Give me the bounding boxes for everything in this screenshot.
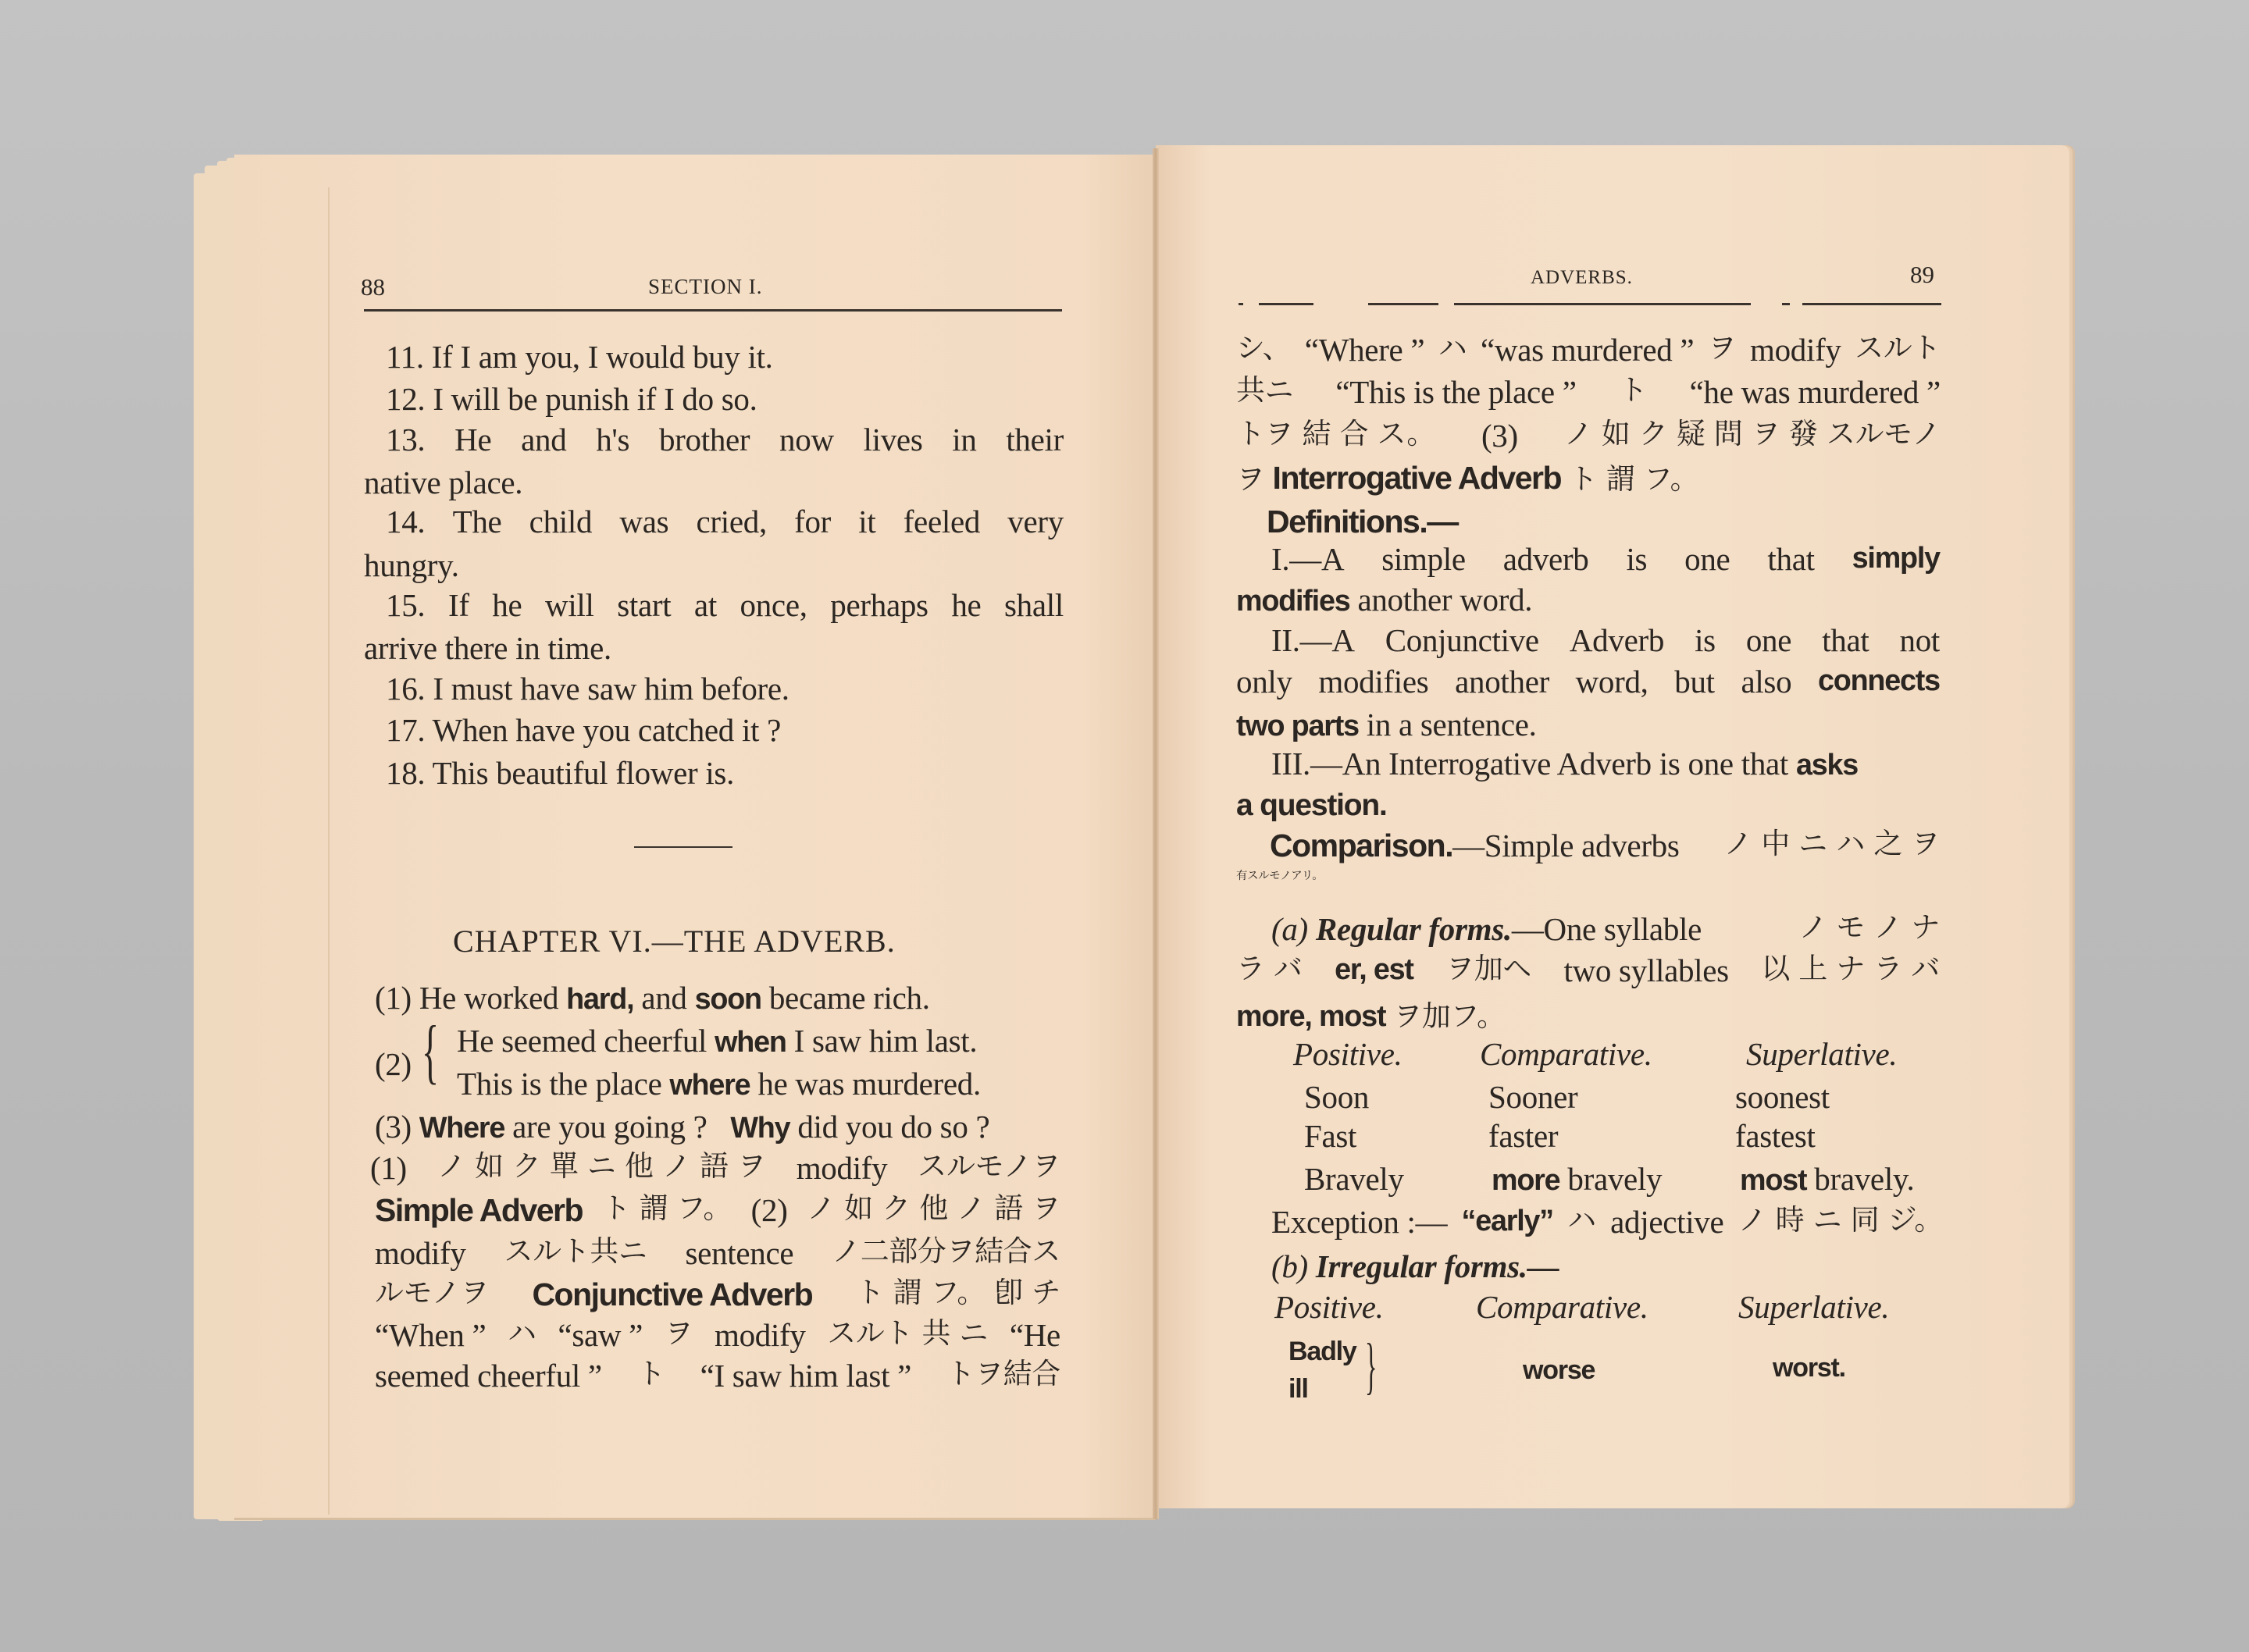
- text: sentence: [685, 1235, 794, 1271]
- word: now: [779, 422, 834, 458]
- word: perhaps: [830, 587, 928, 623]
- exercise-17: [386, 714, 781, 746]
- table-header: Positive.: [1274, 1289, 1384, 1325]
- japanese-text: ヲ加ヘ: [1445, 952, 1532, 985]
- japanese-text: スルモノヲ: [918, 1149, 1060, 1183]
- header-rule: [1782, 303, 1790, 305]
- table-cell: Sooner: [1488, 1079, 1578, 1115]
- japanese-text: ルモノヲ: [375, 1276, 489, 1309]
- japanese-text: ノ二部分ヲ結合ス: [832, 1234, 1060, 1268]
- text: seemed cheerful ”: [375, 1358, 602, 1394]
- japanese-text: トヲ 結 合 ス。: [1236, 417, 1435, 450]
- exercise-text: This beautiful flower is.: [432, 755, 735, 791]
- word: Adverb: [1569, 622, 1665, 658]
- brace-icon: }: [1365, 1332, 1378, 1401]
- table-header: Positive.: [1293, 1036, 1403, 1072]
- example-text: This is the place: [457, 1066, 670, 1102]
- word: brother: [658, 422, 750, 458]
- exercise-number: 11.: [386, 339, 424, 375]
- comparison-line-2: 有スルモノアリ。: [1236, 870, 1324, 882]
- exercise-text: If I am you, I would buy it.: [431, 339, 773, 375]
- adverb-highlight: Where: [419, 1111, 505, 1144]
- book-gutter: [1153, 148, 1159, 1519]
- exercise-number: 14.: [386, 504, 426, 539]
- table-cell: faster: [1488, 1118, 1559, 1154]
- word: I.—A: [1271, 541, 1345, 577]
- exercise-text: When have you catched it ?: [432, 712, 781, 748]
- running-head: SECTION I.: [648, 275, 763, 298]
- word: start: [617, 587, 672, 623]
- example-3: [375, 1111, 989, 1143]
- table-cell: soonest: [1735, 1079, 1830, 1115]
- irregular-forms-title: Irregular forms.—: [1315, 1248, 1559, 1284]
- running-head: ADVERBS.: [1531, 267, 1633, 288]
- word: at: [693, 587, 717, 623]
- japanese-text: ヲ: [1236, 462, 1265, 496]
- regular-forms-line: [1271, 910, 1940, 947]
- label: (a): [1271, 911, 1308, 947]
- keyword: more, most: [1236, 999, 1386, 1032]
- word: II.—A: [1271, 622, 1355, 658]
- exercise-11: [386, 341, 773, 373]
- example-text: are you going ?: [504, 1109, 707, 1145]
- text: (1): [370, 1150, 407, 1186]
- exercise-text: I will be punish if I do so.: [433, 381, 757, 417]
- comparison-heading: Comparison.: [1270, 828, 1453, 863]
- text: Exception :—: [1271, 1204, 1448, 1240]
- definition-2: [1271, 622, 1940, 658]
- text: “When ”: [375, 1317, 487, 1353]
- brace-icon: {: [422, 1011, 440, 1091]
- exercise-number: 15.: [386, 587, 426, 623]
- japanese-text: スルト 共 ニ: [827, 1316, 989, 1350]
- example-text: became rich.: [761, 980, 930, 1016]
- japanese-text: スルト共ニ: [504, 1234, 647, 1268]
- exercise-18: [386, 757, 734, 789]
- exercise-14-continued: hungry.: [364, 547, 459, 583]
- adverb-highlight: where: [669, 1068, 750, 1101]
- text: “I saw him last ”: [700, 1358, 912, 1394]
- text: “he was murdered ”: [1689, 374, 1941, 410]
- comparison-line: [1270, 827, 1940, 863]
- example-label: (3): [375, 1109, 412, 1145]
- japanese-text: ノ 時 ニ 同 ジ。: [1738, 1203, 1943, 1237]
- word: The: [452, 504, 502, 539]
- example-2-label: (2): [375, 1046, 412, 1082]
- word: lives: [863, 422, 923, 458]
- keyword: two parts: [1236, 709, 1359, 742]
- text: —Simple adverbs: [1452, 828, 1680, 863]
- word: shall: [1004, 587, 1064, 623]
- word: and: [521, 422, 567, 458]
- word: is: [1626, 541, 1648, 577]
- japanese-text: シ、: [1236, 331, 1292, 365]
- word: modifies: [1318, 664, 1429, 700]
- exception-line: [1271, 1203, 1943, 1240]
- text: “This is the place ”: [1335, 374, 1577, 410]
- keyword: more: [1492, 1163, 1560, 1196]
- page-number: 89: [1910, 261, 1934, 288]
- header-rule: [1239, 303, 1243, 305]
- text: another word.: [1349, 582, 1533, 618]
- word: once,: [740, 587, 807, 623]
- japanese-text: ヲ: [1707, 331, 1737, 365]
- text: —One syllable: [1511, 911, 1702, 947]
- text: “Where ”: [1304, 332, 1425, 368]
- word: feeled: [903, 504, 981, 539]
- keyword: “early”: [1461, 1204, 1553, 1237]
- term-interrogative-adverb: Interrogative Adverb: [1272, 460, 1562, 496]
- word: simple: [1381, 541, 1466, 577]
- header-rule: [364, 309, 1062, 312]
- example-2a: [457, 1025, 977, 1057]
- keyword: most: [1740, 1163, 1807, 1196]
- definition-1: [1271, 543, 1940, 575]
- label: (b): [1271, 1248, 1308, 1284]
- word: in: [952, 422, 977, 458]
- exercise-15-continued: arrive there in time.: [364, 630, 611, 666]
- example-text: did you do so ?: [789, 1109, 990, 1145]
- adverb-highlight: hard,: [566, 982, 634, 1015]
- example-text: He seemed cheerful: [457, 1023, 715, 1059]
- word: one: [1684, 541, 1730, 577]
- exercise-13-continued: native place.: [364, 465, 523, 500]
- table-header: Superlative.: [1746, 1036, 1898, 1072]
- japanese-text: ハ: [1438, 331, 1467, 365]
- exercise-number: 18.: [386, 755, 426, 791]
- japanese-text: ノ 如 ク 疑 問 ヲ 發 スルモノ: [1563, 417, 1941, 450]
- regular-forms-line-2: [1236, 952, 1940, 988]
- keyword: modifies: [1236, 584, 1350, 617]
- word: it: [858, 504, 876, 539]
- example-text: he was murdered.: [750, 1066, 981, 1102]
- table-cell: Bravely: [1304, 1161, 1404, 1197]
- definition-2-line-2: [1236, 666, 1940, 698]
- text: “He: [1009, 1317, 1060, 1353]
- word: another: [1455, 664, 1549, 700]
- definition-3: [1271, 748, 1858, 780]
- text: (2): [750, 1192, 788, 1228]
- japanese-text: 共ニ: [1236, 373, 1294, 407]
- japanese-text: ノ モ ノ ナ: [1798, 910, 1940, 944]
- text: “was murdered ”: [1481, 332, 1695, 368]
- header-rule: [1259, 303, 1313, 305]
- example-2b: [457, 1068, 981, 1100]
- japanese-text: ラ バ: [1236, 952, 1303, 985]
- keyword: asks: [1795, 748, 1859, 781]
- japanese-text: 以 上 ナ ラ バ: [1761, 952, 1940, 985]
- exercise-12: [386, 383, 757, 415]
- word: very: [1007, 504, 1064, 539]
- example-1: [375, 982, 930, 1014]
- explanation-line-6: [375, 1357, 1060, 1394]
- japanese-text: ト: [1618, 373, 1648, 407]
- word: h's: [596, 422, 630, 458]
- word: will: [545, 587, 594, 623]
- word: not: [1899, 622, 1940, 658]
- table-cell: ill: [1288, 1374, 1308, 1404]
- japanese-text: ノ 如 ク 單 ニ 他 ノ 語 ヲ: [437, 1149, 766, 1183]
- text: modify: [1750, 332, 1841, 368]
- adverb-highlight: soon: [694, 982, 761, 1015]
- continuation-line-2: [1236, 373, 1941, 410]
- section-divider: [634, 846, 732, 848]
- word: he: [951, 587, 982, 623]
- text: modify: [375, 1235, 466, 1271]
- table-cell: worst.: [1773, 1353, 1845, 1383]
- exercise-text: I must have saw him before.: [433, 671, 789, 707]
- definition-2-line-3: [1236, 709, 1537, 741]
- exercise-number: 13.: [386, 422, 426, 458]
- exercise-number: 12.: [386, 381, 426, 417]
- table-cell: more bravely: [1492, 1161, 1663, 1197]
- table-header: Comparative.: [1480, 1036, 1652, 1072]
- word: Conjunctive: [1385, 622, 1539, 658]
- japanese-text: ヲ: [664, 1316, 693, 1350]
- exercise-number: 16.: [386, 671, 426, 707]
- chapter-title: CHAPTER VI.—THE ADVERB.: [453, 924, 896, 959]
- text: in a sentence.: [1358, 707, 1537, 742]
- table-cell: fastest: [1735, 1118, 1816, 1154]
- table-cell: Soon: [1304, 1079, 1370, 1115]
- japanese-text: ヲ加フ。: [1393, 999, 1506, 1033]
- word: he: [492, 587, 522, 623]
- header-rule: [1368, 303, 1438, 305]
- word: for: [794, 504, 832, 539]
- text: (3): [1481, 418, 1518, 454]
- continuation-line-3: [1236, 417, 1941, 454]
- irregular-forms-heading: [1271, 1248, 1559, 1284]
- word: only: [1236, 664, 1292, 700]
- japanese-text: ト 謂 フ。: [601, 1191, 732, 1225]
- word: that: [1822, 622, 1869, 658]
- explanation-line-1: [370, 1149, 1060, 1186]
- continuation-line-4: [1236, 462, 1698, 494]
- example-label: (1): [375, 980, 412, 1016]
- page-fold-line: [328, 187, 330, 1515]
- example-text: He worked: [419, 980, 567, 1016]
- table-cell: Fast: [1304, 1118, 1357, 1154]
- table-cell: worse: [1523, 1355, 1595, 1385]
- word: their: [1006, 422, 1064, 458]
- word: adverb: [1502, 541, 1589, 577]
- explanation-line-2: [375, 1191, 1060, 1228]
- explanation-line-4: [375, 1276, 1060, 1312]
- japanese-text: ト: [636, 1357, 666, 1390]
- text: III.—An Interrogative Adverb is one that: [1271, 746, 1796, 781]
- japanese-text: トヲ結合: [946, 1357, 1060, 1390]
- regular-forms-line-3: [1236, 999, 1506, 1031]
- japanese-text: ノ 中 ニ ハ 之 ヲ: [1723, 827, 1940, 860]
- definitions-heading: Definitions.—: [1267, 504, 1458, 539]
- term-simple-adverb: Simple Adverb: [375, 1192, 583, 1228]
- regular-forms-heading: Regular forms.: [1315, 911, 1512, 947]
- word: He: [454, 422, 492, 458]
- japanese-text: ハ: [1567, 1203, 1596, 1237]
- text: adjective: [1610, 1204, 1724, 1240]
- exercise-14: [386, 506, 1064, 538]
- word: that: [1767, 541, 1815, 577]
- exercise-13: [386, 424, 1064, 456]
- adverb-highlight: Why: [730, 1111, 790, 1144]
- explanation-line-5: [375, 1316, 1060, 1353]
- example-text: I saw him last.: [786, 1023, 978, 1059]
- page-number: 88: [361, 273, 385, 301]
- definition-1-continued: [1236, 584, 1532, 616]
- table-cell: Badly: [1288, 1337, 1356, 1366]
- example-text: and: [633, 980, 695, 1016]
- word: child: [529, 504, 593, 539]
- table-cell: most bravely.: [1740, 1161, 1915, 1197]
- exercise-15: [386, 589, 1064, 621]
- word: is: [1695, 622, 1716, 658]
- header-rule: [1454, 303, 1751, 305]
- explanation-line-3: [375, 1234, 1060, 1271]
- word: word,: [1575, 664, 1648, 700]
- japanese-text: ハ: [508, 1316, 536, 1350]
- definition-3-continued: a question.: [1236, 789, 1387, 822]
- japanese-text: ト 謂 フ。: [1568, 462, 1699, 496]
- text: modify: [715, 1317, 806, 1353]
- adverb-highlight: when: [715, 1025, 786, 1058]
- header-rule: [1802, 303, 1941, 305]
- word: also: [1741, 664, 1792, 700]
- word: If: [447, 587, 469, 623]
- keyword: er, est: [1335, 952, 1413, 985]
- japanese-text: ノ 如 ク 他 ノ 語 ヲ: [807, 1191, 1060, 1225]
- exercise-number: 17.: [386, 712, 426, 748]
- table-header: Comparative.: [1476, 1289, 1648, 1325]
- exercise-16: [386, 673, 789, 705]
- word: cried,: [696, 504, 767, 539]
- term-conjunctive-adverb: Conjunctive Adverb: [532, 1276, 813, 1312]
- continuation-line-1: [1236, 331, 1941, 368]
- japanese-text: ト 謂 フ。 卽 チ: [855, 1276, 1060, 1309]
- keyword: connects: [1817, 664, 1940, 696]
- japanese-text: スルト: [1855, 331, 1941, 365]
- word: was: [619, 504, 669, 539]
- text: two syllables: [1563, 952, 1729, 988]
- text: “saw ”: [558, 1317, 643, 1353]
- text: modify: [796, 1150, 888, 1186]
- word: but: [1674, 664, 1715, 700]
- table-header: Superlative.: [1738, 1289, 1890, 1325]
- keyword: simply: [1852, 541, 1940, 574]
- word: one: [1745, 622, 1792, 658]
